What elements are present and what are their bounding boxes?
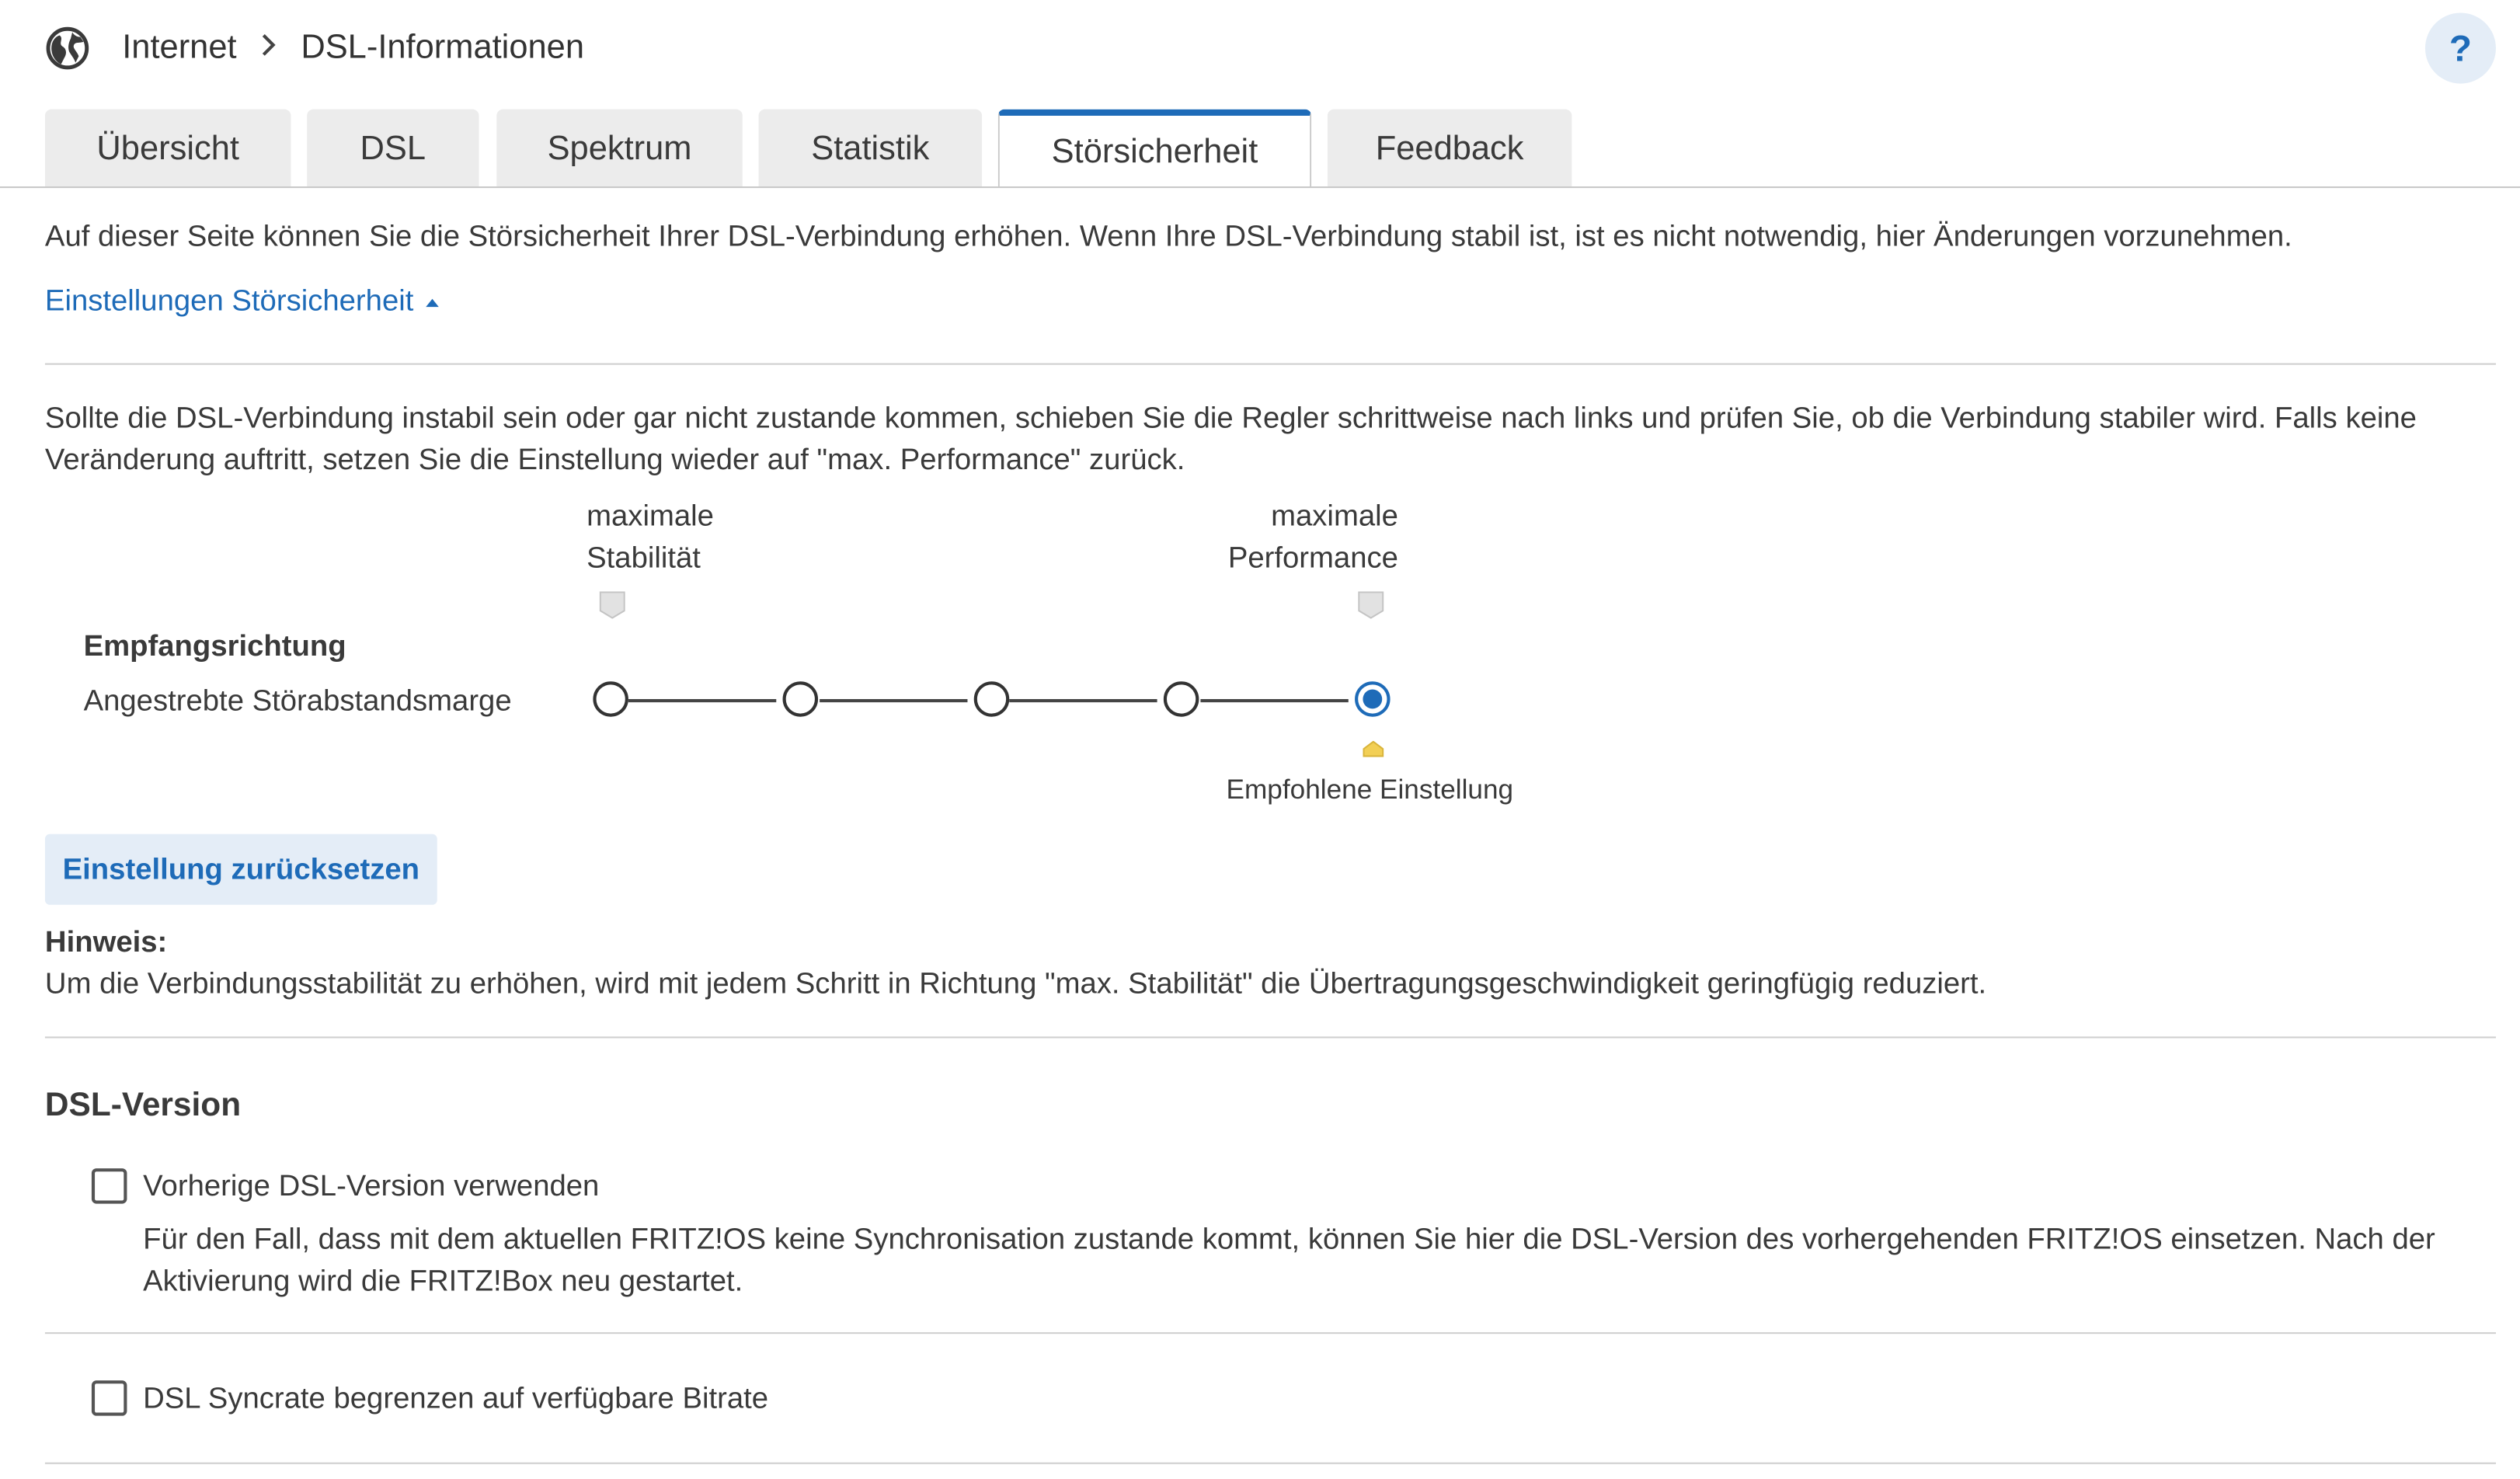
- slider-step-4[interactable]: [1164, 681, 1199, 717]
- breadcrumb-internet[interactable]: Internet: [122, 29, 237, 66]
- previous-dsl-version-checkbox[interactable]: [92, 1168, 127, 1204]
- section-divider: [45, 1036, 2496, 1038]
- slider-step-5[interactable]: [1355, 681, 1391, 717]
- slider-step-3[interactable]: [974, 681, 1010, 717]
- performance-marker-icon: [1358, 591, 1384, 618]
- slider-track-segment: [1009, 699, 1157, 702]
- breadcrumb: [45, 23, 584, 74]
- tab-spektrum[interactable]: Spektrum: [496, 110, 743, 188]
- reset-setting-button[interactable]: Einstellung zurücksetzen: [45, 834, 437, 905]
- intro-text: Auf dieser Seite können Sie die Störsicherheit Ihrer DSL-Verbindung erhöhen. Wenn Ihre DSL-Verbindung stabil ist, ist es nicht notwendig, hier Änderungen vorzunehmen.: [44, 218, 2292, 252]
- limit-syncrate-checkbox[interactable]: [92, 1380, 127, 1416]
- section-divider: [45, 364, 2496, 365]
- tab-dsl[interactable]: DSL: [307, 110, 479, 188]
- tab-stoersicherheit[interactable]: Störsicherheit: [998, 110, 1311, 188]
- chevron-right-icon: [259, 30, 279, 67]
- hint-title: Hinweis:: [44, 924, 168, 959]
- slider-max-label-line2: Performance: [1227, 540, 1398, 574]
- slider-max-label-line1: maximale: [1271, 498, 1398, 532]
- globe-icon: [45, 26, 90, 71]
- instability-text: Sollte die DSL-Verbindung instabil sein oder gar nicht zustande kommen, schieben Sie die Regler schrittweise nach links und prüfen Sie, ob die Verbindung stabiler wird. Falls keine Veränderung auftritt, setzen Sie die Einstellung wieder auf "max. Performance" zurück.: [44, 400, 2417, 476]
- section-divider: [45, 1332, 2496, 1334]
- slider-max-label: [1189, 495, 1398, 579]
- dsl-version-heading: DSL-Version: [44, 1086, 242, 1124]
- hint-text: Um die Verbindungsstabilität zu erhöhen, wird mit jedem Schritt in Richtung "max. Stabilität" die Übertragungsgeschwindigkeit geringfügig reduziert.: [44, 966, 1987, 1000]
- slider-track-segment: [820, 699, 967, 702]
- stability-marker-icon: [600, 591, 625, 618]
- empfangsrichtung-title: Empfangsrichtung: [83, 628, 346, 663]
- slider-min-label-line2: Stabilität: [586, 540, 701, 574]
- slider-track-segment: [1200, 699, 1348, 702]
- stoerabstand-label: Angestrebte Störabstandsmarge: [83, 683, 512, 717]
- settings-toggle[interactable]: [45, 283, 441, 318]
- limit-syncrate-label[interactable]: DSL Syncrate begrenzen auf verfügbare Bitrate: [143, 1380, 769, 1415]
- slider-step-2[interactable]: [783, 681, 819, 717]
- tab-feedback[interactable]: Feedback: [1328, 110, 1572, 188]
- tab-statistik[interactable]: Statistik: [759, 110, 983, 188]
- slider-min-label: [586, 495, 714, 579]
- slider-track-segment: [628, 699, 776, 702]
- section-divider: [45, 1463, 2496, 1464]
- tab-uebersicht[interactable]: Übersicht: [45, 110, 291, 188]
- slider-min-label-line1: maximale: [586, 498, 714, 532]
- recommended-marker-icon: [1363, 741, 1384, 757]
- previous-dsl-version-label[interactable]: Vorherige DSL-Version verwenden: [143, 1168, 600, 1202]
- recommended-setting-label: Empfohlene Einstellung: [1226, 774, 1514, 806]
- slider-step-1[interactable]: [593, 681, 628, 717]
- previous-dsl-version-description: Für den Fall, dass mit dem aktuellen FRITZ!OS keine Synchronisation zustande kommt, können Sie hier die DSL-Version des vorhergehenden FRITZ!OS einsetzen. Nach der Aktivierung wird die FRITZ!Box neu gestartet.: [143, 1221, 2435, 1297]
- caret-up-icon: [425, 296, 441, 309]
- tab-divider: [0, 186, 2520, 188]
- help-button[interactable]: ?: [2425, 13, 2496, 84]
- settings-toggle-label: Einstellungen Störsicherheit: [44, 283, 414, 317]
- breadcrumb-dsl-informationen: DSL-Informationen: [301, 29, 585, 66]
- stoerabstand-slider[interactable]: [593, 681, 1393, 720]
